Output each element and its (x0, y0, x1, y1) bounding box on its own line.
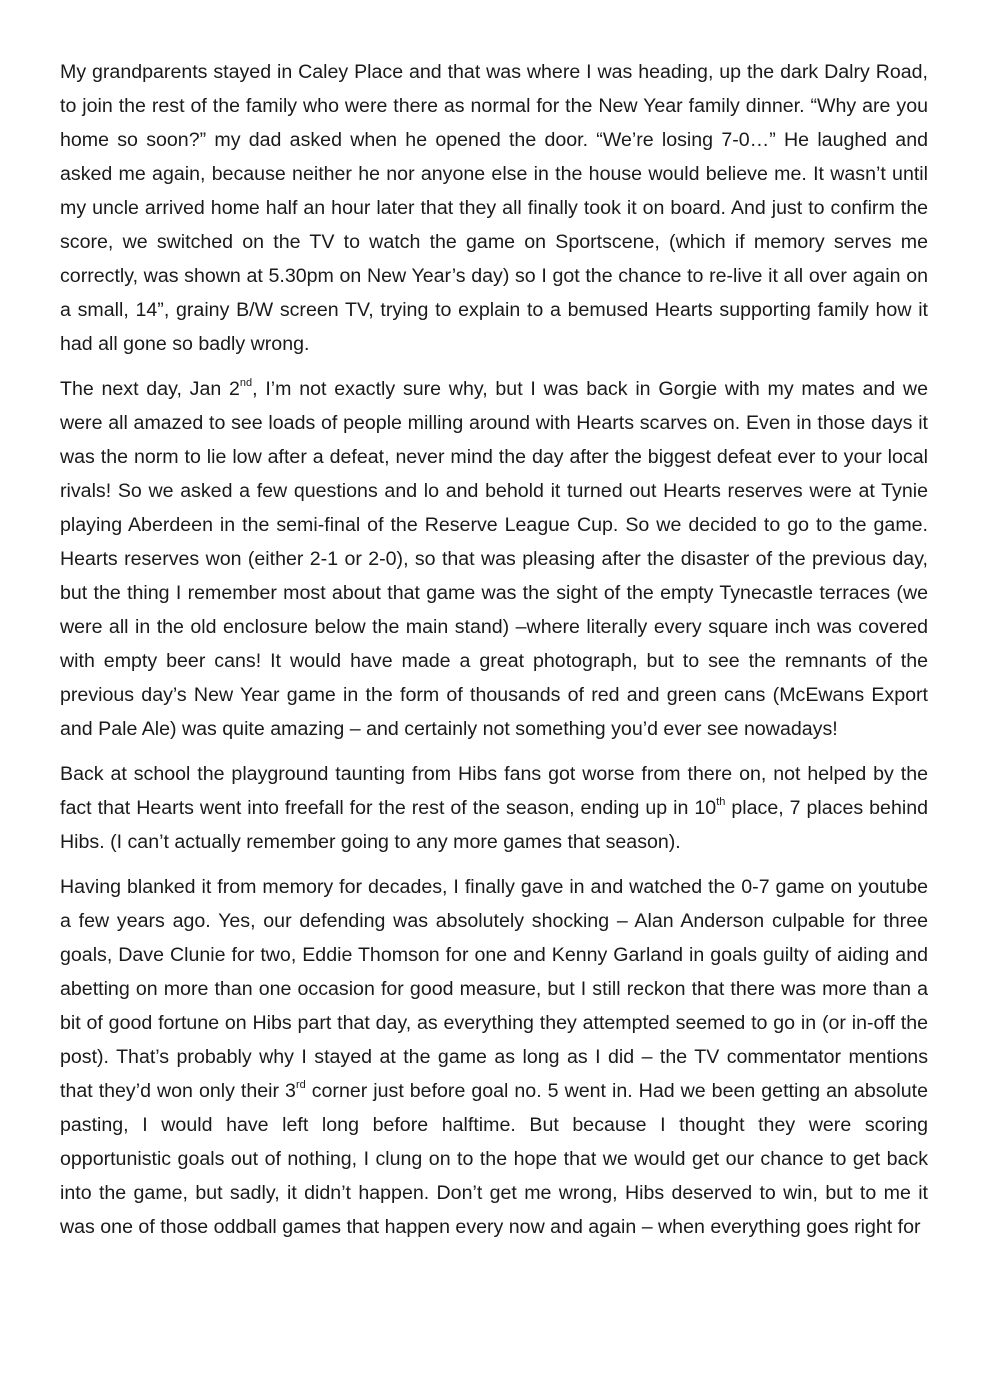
paragraph-back-at-school (60, 757, 928, 859)
paragraph-new-year-dinner (60, 55, 928, 361)
ordinal-superscript: rd (295, 1079, 306, 1091)
ordinal-superscript: th (716, 796, 726, 808)
paragraph-text: The next day, Jan 2 (60, 378, 240, 400)
paragraph-text: , I’m not exactly sure why, but I was back in Gorgie with my mates and we were all amazed to see loads of people milling around with Hearts scarves on. Even in those days it was the norm to lie low after a defeat, never mind the day after the biggest defeat ever to your local rivals! So we asked a few questions and lo and behold it turned out Hearts reserves were at Tynie playing Aberdeen in the semi-final of the Reserve League Cup. So we decided to go to the game. Hearts reserves won (either 2-1 or 2-0), so that was pleasing after the disaster of the previous day, but the thing I remember most about that game was the sight of the empty Tynecastle terraces (we were all in the old enclosure below the main stand) –where literally every square inch was covered with empty beer cans! It would have made a great photograph, but to see the remnants of the previous day’s New Year game in the form of thousands of red and green cans (McEwans Export and Pale Ale) was quite amazing – and certainly not something you’d ever see nowadays! (60, 378, 928, 740)
paragraph-text: My grandparents stayed in Caley Place and that was where I was heading, up the dark Dalry Road, to join the rest of the family who were there as normal for the New Year family dinner. “Why are you home so soon?” my dad asked when he opened the door. “We’re losing 7-0…” He laughed and asked me again, because neither he nor anyone else in the house would believe me. It wasn’t until my uncle arrived home half an hour later that they all finally took it on board. And just to confirm the score, we switched on the TV to watch the game on Sportscene, (which if memory serves me correctly, was shown at 5.30pm on New Year’s day) so I got the chance to re-live it all over again on a small, 14”, grainy B/W screen TV, trying to explain to a bemused Hearts supporting family how it had all gone so badly wrong. (60, 61, 928, 355)
ordinal-superscript: nd (239, 377, 253, 389)
paragraph-text: corner just before goal no. 5 went in. Had we been getting an absolute pasting, I would have left long before halftime. But because I thought they were scoring opportunistic goals out of nothing, I clung on to the hope that we would get our chance to get back into the game, but sadly, it didn’t happen. Don’t get me wrong, Hibs deserved to win, but to me it was one of those oddball games that happen every now and again – when everything goes right for (60, 1080, 929, 1238)
paragraph-youtube-rewatch (60, 870, 928, 1244)
document-page (60, 55, 928, 1244)
paragraph-text: Back at school the playground taunting from Hibs fans got worse from there on, not helped by the fact that Hearts went into freefall for the rest of the season, ending up in 10 (60, 763, 928, 819)
paragraph-jan-2nd (60, 372, 928, 746)
paragraph-text: place, 7 places behind Hibs. (I can’t actually remember going to any more games that season). (60, 797, 928, 853)
paragraph-text: Having blanked it from memory for decades, I finally gave in and watched the 0-7 game on youtube a few years ago. Yes, our defending was absolutely shocking – Alan Anderson culpable for three goals, Dave Clunie for two, Eddie Thomson for one and Kenny Garland in goals guilty of aiding and abetting on more than one occasion for good measure, but I still reckon that there was more than a bit of good fortune on Hibs part that day, as everything they attempted seemed to go in (or in-off the post). That’s probably why I stayed at the game as long as I did – the TV commentator mentions that they’d won only their 3 (60, 876, 928, 1102)
